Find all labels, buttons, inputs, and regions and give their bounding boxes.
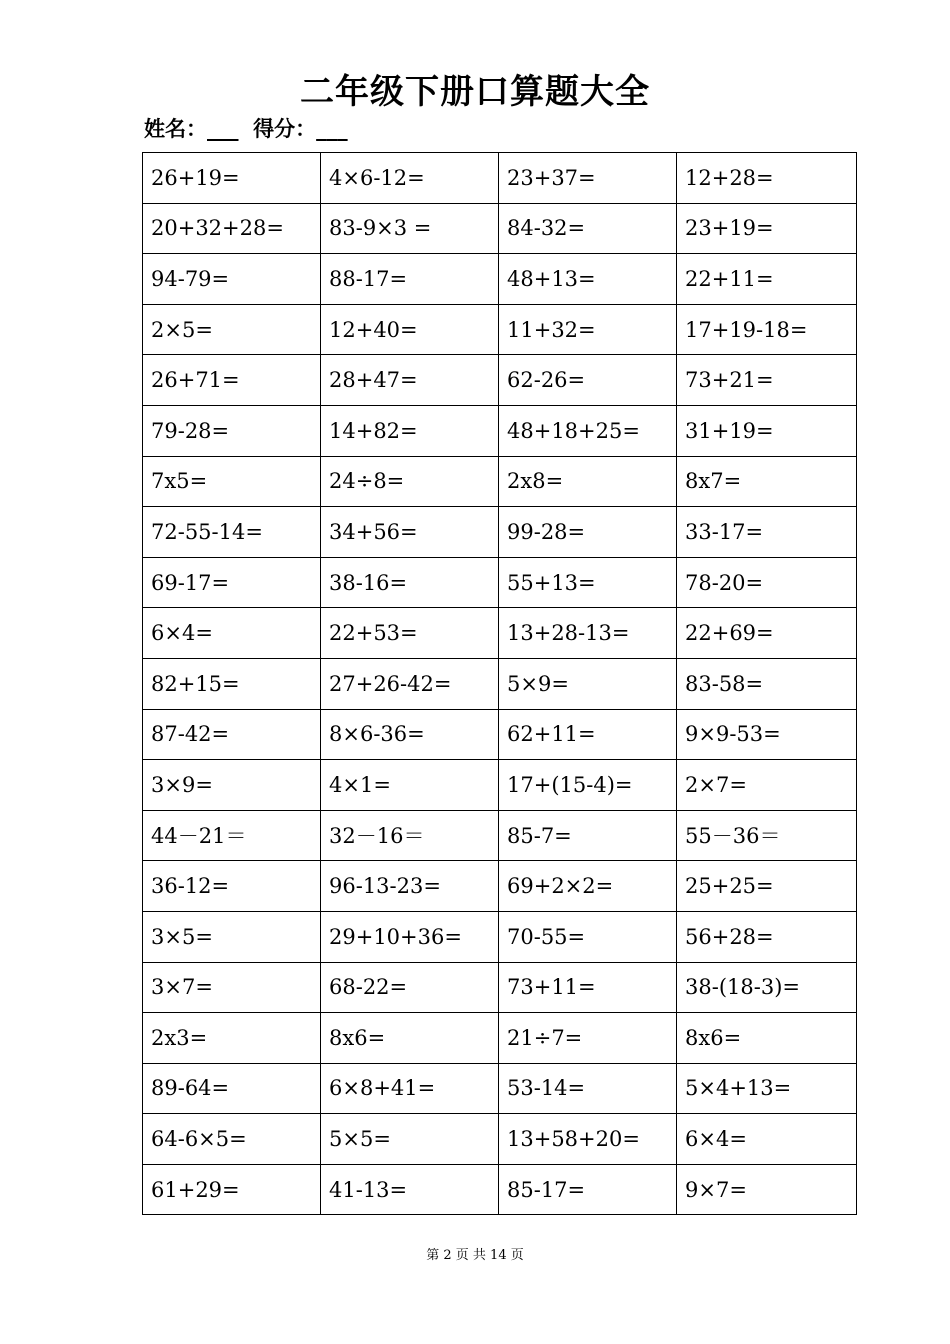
problem-cell: 6×4= [143,608,321,659]
table-row [143,760,857,811]
problem-cell: 4×6-12= [321,153,499,204]
problem-cell: 73+21= [677,355,857,406]
problem-cell: 38-16= [321,557,499,608]
problem-cell: 55+13= [499,557,677,608]
problem-cell: 56+28= [677,911,857,962]
problem-cell: 17+19-18= [677,304,857,355]
problem-cell: 82+15= [143,658,321,709]
table-row [143,456,857,507]
problem-cell: 5×9= [499,658,677,709]
problem-cell: 12+40= [321,304,499,355]
problem-cell: 5×5= [321,1114,499,1165]
problem-cell: 85-7= [499,810,677,861]
problem-cell: 32－16＝ [321,810,499,861]
table-row [143,861,857,912]
table-row [143,153,857,204]
table-row [143,962,857,1013]
score-blank: ___ [316,117,348,141]
problem-cell: 13+58+20= [499,1114,677,1165]
problem-cell: 62-26= [499,355,677,406]
name-label: 姓名： [144,117,207,141]
problem-cell: 83-9×3 = [321,203,499,254]
problem-cell: 22+69= [677,608,857,659]
problem-cell: 69-17= [143,557,321,608]
problem-cell: 3×9= [143,760,321,811]
problem-cell: 53-14= [499,1063,677,1114]
table-row [143,911,857,962]
table-row [143,254,857,305]
problem-cell: 33-17= [677,507,857,558]
problem-cell: 17+(15-4)= [499,760,677,811]
problem-cell: 34+56= [321,507,499,558]
name-blank: ___ [207,117,239,141]
problem-cell: 3×5= [143,911,321,962]
table-row [143,507,857,558]
page-footer: 第 2 页 共 14 页 [426,1248,524,1263]
problem-cell: 8x6= [321,1013,499,1064]
problem-cell: 28+47= [321,355,499,406]
worksheet-title: 二年级下册口算题大全 [300,72,650,112]
table-row [143,405,857,456]
problem-cell: 14+82= [321,405,499,456]
problem-table-body [143,153,857,1215]
problem-cell: 36-12= [143,861,321,912]
problem-cell: 29+10+36= [321,911,499,962]
problem-cell: 2x3= [143,1013,321,1064]
problem-cell: 62+11= [499,709,677,760]
problem-cell: 70-55= [499,911,677,962]
problem-cell: 88-17= [321,254,499,305]
problem-cell: 73+11= [499,962,677,1013]
problem-cell: 22+53= [321,608,499,659]
problem-cell: 11+32= [499,304,677,355]
problem-cell: 8x7= [677,456,857,507]
problem-cell: 13+28-13= [499,608,677,659]
problem-cell: 79-28= [143,405,321,456]
problem-cell: 25+25= [677,861,857,912]
table-row [143,1013,857,1064]
table-row [143,203,857,254]
table-row [143,1164,857,1215]
arithmetic-problem-table [142,152,857,1215]
problem-cell: 23+37= [499,153,677,204]
problem-cell: 69+2×2= [499,861,677,912]
problem-cell: 9×7= [677,1164,857,1215]
problem-cell: 5×4+13= [677,1063,857,1114]
problem-cell: 41-13= [321,1164,499,1215]
problem-cell: 7x5= [143,456,321,507]
table-row [143,1114,857,1165]
problem-cell: 84-32= [499,203,677,254]
problem-cell: 61+29= [143,1164,321,1215]
problem-cell: 72-55-14= [143,507,321,558]
problem-cell: 24÷8= [321,456,499,507]
problem-cell: 55－36＝ [677,810,857,861]
problem-cell: 8x6= [677,1013,857,1064]
score-label: 得分： [253,117,317,141]
table-row [143,355,857,406]
problem-cell: 94-79= [143,254,321,305]
problem-cell: 2×7= [677,760,857,811]
problem-cell: 26+19= [143,153,321,204]
table-row [143,304,857,355]
table-row [143,608,857,659]
problem-cell: 83-58= [677,658,857,709]
problem-cell: 23+19= [677,203,857,254]
problem-cell: 96-13-23= [321,861,499,912]
student-info-line [144,113,348,145]
problem-cell: 8×6-36= [321,709,499,760]
problem-cell: 6×4= [677,1114,857,1165]
problem-cell: 68-22= [321,962,499,1013]
problem-cell: 31+19= [677,405,857,456]
problem-cell: 20+32+28= [143,203,321,254]
problem-cell: 22+11= [677,254,857,305]
problem-cell: 44－21＝ [143,810,321,861]
problem-cell: 9×9-53= [677,709,857,760]
problem-cell: 89-64= [143,1063,321,1114]
problem-cell: 64-6×5= [143,1114,321,1165]
problem-cell: 27+26-42= [321,658,499,709]
problem-cell: 4×1= [321,760,499,811]
problem-cell: 48+18+25= [499,405,677,456]
table-row [143,810,857,861]
problem-cell: 3×7= [143,962,321,1013]
problem-cell: 99-28= [499,507,677,558]
problem-cell: 21÷7= [499,1013,677,1064]
problem-cell: 2×5= [143,304,321,355]
problem-cell: 12+28= [677,153,857,204]
problem-cell: 87-42= [143,709,321,760]
problem-cell: 6×8+41= [321,1063,499,1114]
problem-cell: 78-20= [677,557,857,608]
problem-cell: 38-(18-3)= [677,962,857,1013]
problem-cell: 48+13= [499,254,677,305]
problem-cell: 2x8= [499,456,677,507]
problem-cell: 26+71= [143,355,321,406]
table-row [143,1063,857,1114]
table-row [143,658,857,709]
table-row [143,709,857,760]
problem-cell: 85-17= [499,1164,677,1215]
table-row [143,557,857,608]
